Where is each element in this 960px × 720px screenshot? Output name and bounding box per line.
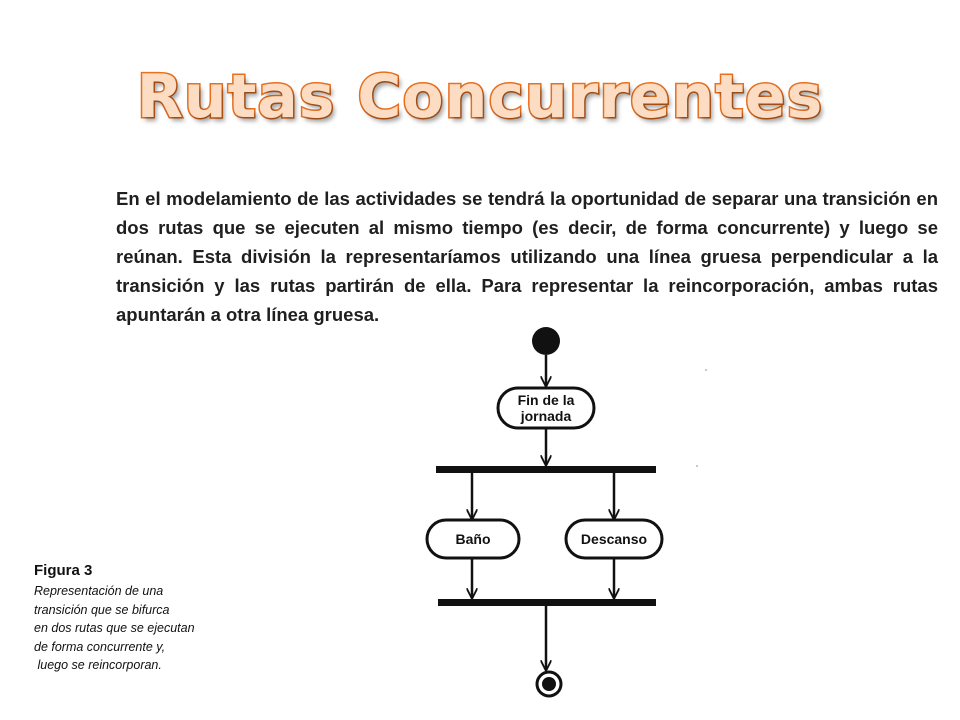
fork-bar: [436, 466, 656, 473]
join-bar: [438, 599, 656, 606]
scan-speck: [705, 369, 707, 371]
activity-label: Descanso: [580, 531, 648, 547]
caption-line: en dos rutas que se ejecutan: [34, 621, 195, 635]
activity-fin-de-la-jornada: [498, 388, 594, 428]
activity-label: Baño: [455, 531, 491, 547]
activity-label: Fin de la: [517, 392, 575, 408]
activity-bano: [427, 520, 519, 558]
final-node: [537, 672, 561, 696]
caption-line: Representación de una: [34, 584, 164, 598]
caption-line: luego se reincorporan.: [34, 658, 162, 672]
scan-speck: [696, 465, 698, 467]
activity-descanso: [566, 520, 662, 558]
figure-caption-title: Figura 3: [34, 562, 93, 579]
body-paragraph: En el modelamiento de las actividades se tendrá la oportunidad de separar una transición en dos rutas que se ejecuten al mismo tiempo (es decir, de forma concurrente) y luego se reúnan. Esta división la representaríamos utilizando una línea gruesa perpendicular a la transición y las rutas partirán de ella. Para representar la reincorporación, ambas rutas apuntarán a otra línea gruesa.: [116, 188, 938, 325]
caption-line: de forma concurrente y,: [34, 639, 166, 654]
initial-node: [532, 327, 560, 355]
page-title: Rutas Concurrentes: [136, 62, 824, 132]
activity-label: jornada: [520, 408, 572, 424]
caption-line: transición que se bifurca: [34, 602, 170, 617]
